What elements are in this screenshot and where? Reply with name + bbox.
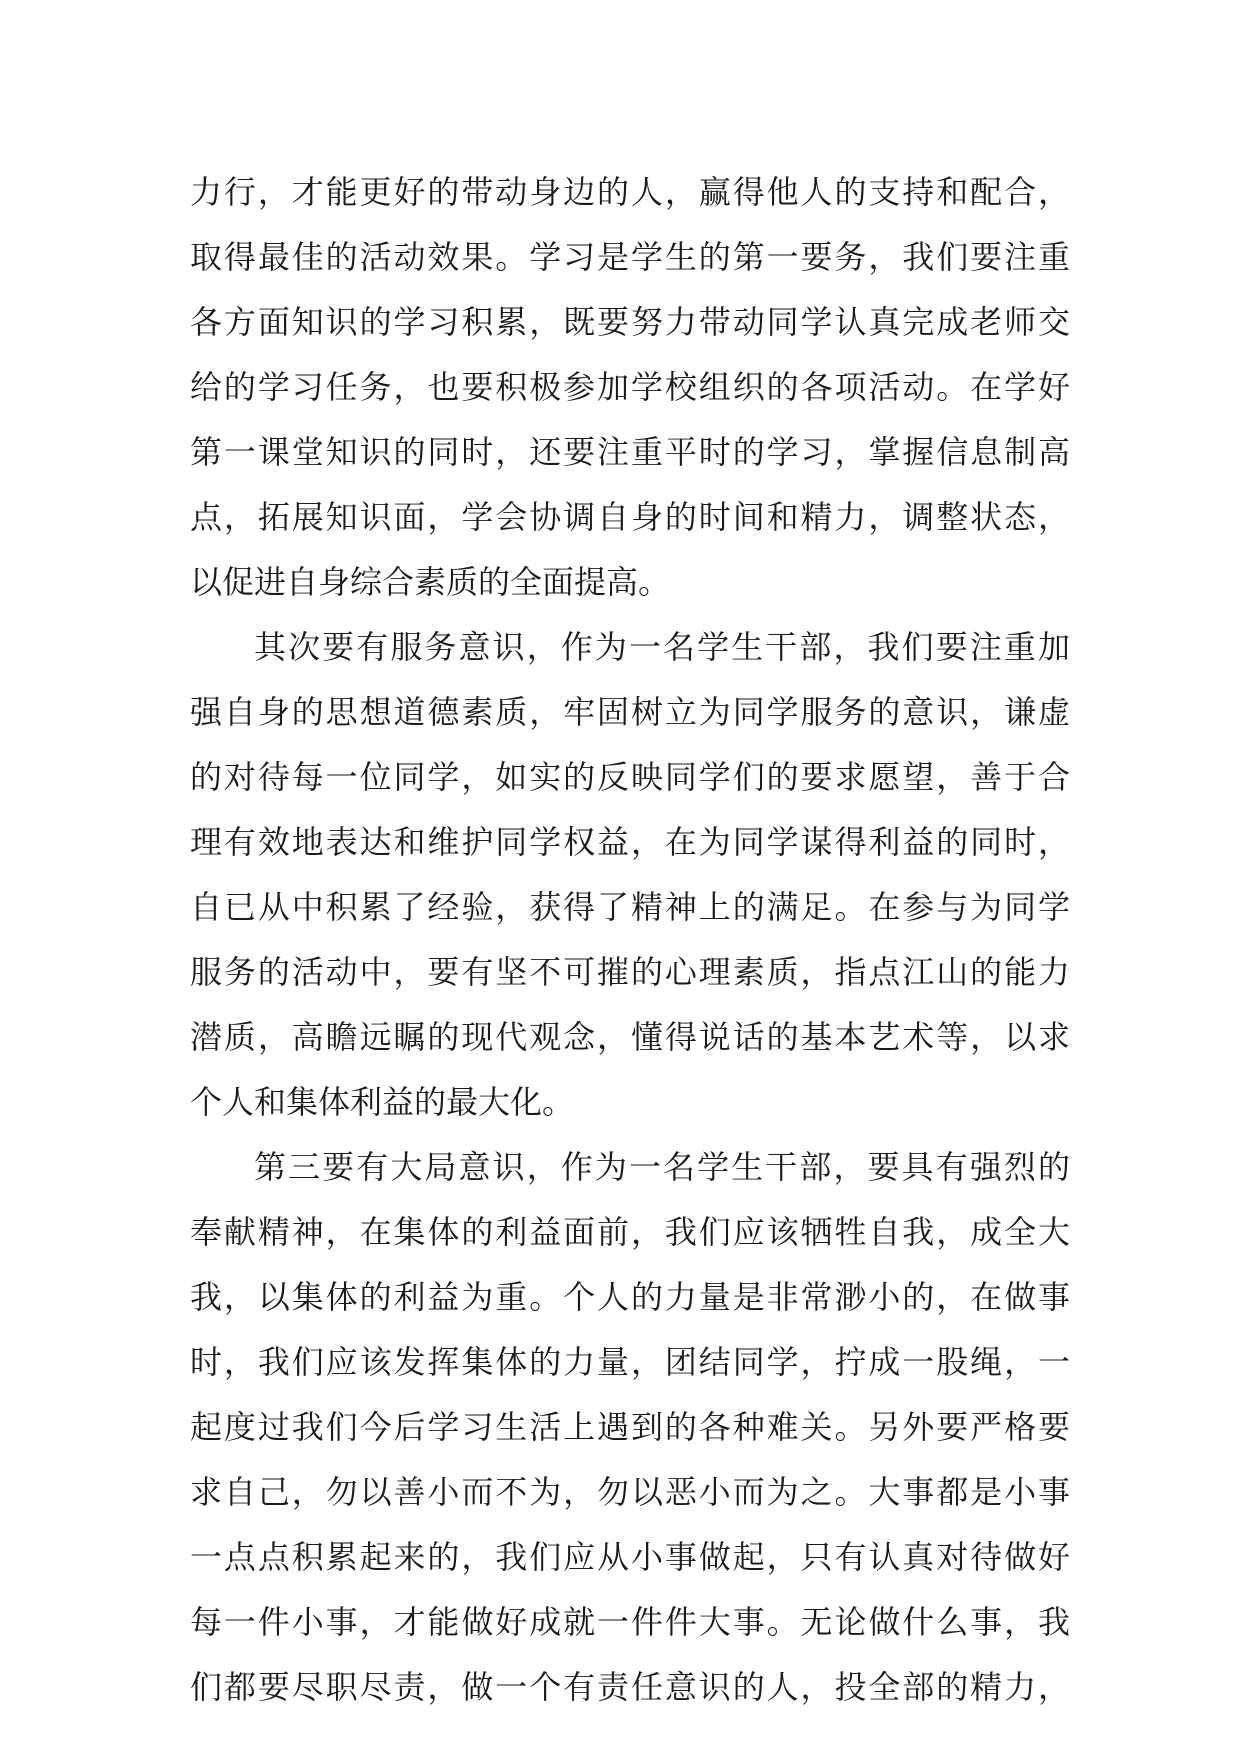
- text-line: 以促进自身综合素质的全面提高。: [190, 563, 671, 601]
- text-line: 取得最佳的活动效果。学习是学生的第一要务，我们要注重: [190, 238, 1070, 276]
- text-line: 个人和集体利益的最大化。: [190, 1083, 575, 1121]
- text-line: 时，我们应该发挥集体的力量，团结同学，拧成一股绳，一: [190, 1343, 1070, 1381]
- text-line: 起度过我们今后学习生活上遇到的各种难关。另外要严格要: [190, 1408, 1070, 1446]
- text-line: 各方面知识的学习积累，既要努力带动同学认真完成老师交: [190, 303, 1070, 341]
- paragraph-first-line: 其次要有服务意识，作为一名学生干部，我们要注重加: [254, 628, 1070, 666]
- text-line: 理有效地表达和维护同学权益，在为同学谋得利益的同时，: [190, 823, 1070, 861]
- text-line: 们都要尽职尽责，做一个有责任意识的人，投全部的精力，: [190, 1668, 1070, 1706]
- text-line: 我，以集体的利益为重。个人的力量是非常渺小的，在做事: [190, 1278, 1070, 1316]
- text-line: 强自身的思想道德素质，牢固树立为同学服务的意识，谦虚: [190, 693, 1070, 731]
- text-line: 求自己，勿以善小而不为，勿以恶小而为之。大事都是小事: [190, 1473, 1070, 1511]
- text-line: 自已从中积累了经验，获得了精神上的满足。在参与为同学: [190, 888, 1070, 926]
- paragraph-first-line: 第三要有大局意识，作为一名学生干部，要具有强烈的: [254, 1148, 1070, 1186]
- text-line: 奉献精神，在集体的利益面前，我们应该牺牲自我，成全大: [190, 1213, 1070, 1251]
- text-line: 一点点积累起来的，我们应从小事做起，只有认真对待做好: [190, 1538, 1070, 1576]
- text-line: 给的学习任务，也要积极参加学校组织的各项活动。在学好: [190, 368, 1070, 406]
- text-line: 的对待每一位同学，如实的反映同学们的要求愿望，善于合: [190, 758, 1070, 796]
- text-line: 每一件小事，才能做好成就一件件大事。无论做什么事，我: [190, 1603, 1070, 1641]
- text-line: 潜质，高瞻远瞩的现代观念，懂得说话的基本艺术等，以求: [190, 1018, 1070, 1056]
- document-body: [190, 160, 1070, 1720]
- text-line: 力行，才能更好的带动身边的人，赢得他人的支持和配合，: [190, 173, 1070, 211]
- text-line: 服务的活动中，要有坚不可摧的心理素质，指点江山的能力: [190, 953, 1070, 991]
- text-line: 第一课堂知识的同时，还要注重平时的学习，掌握信息制高: [190, 433, 1070, 471]
- text-line: 点，拓展知识面，学会协调自身的时间和精力，调整状态，: [190, 498, 1070, 536]
